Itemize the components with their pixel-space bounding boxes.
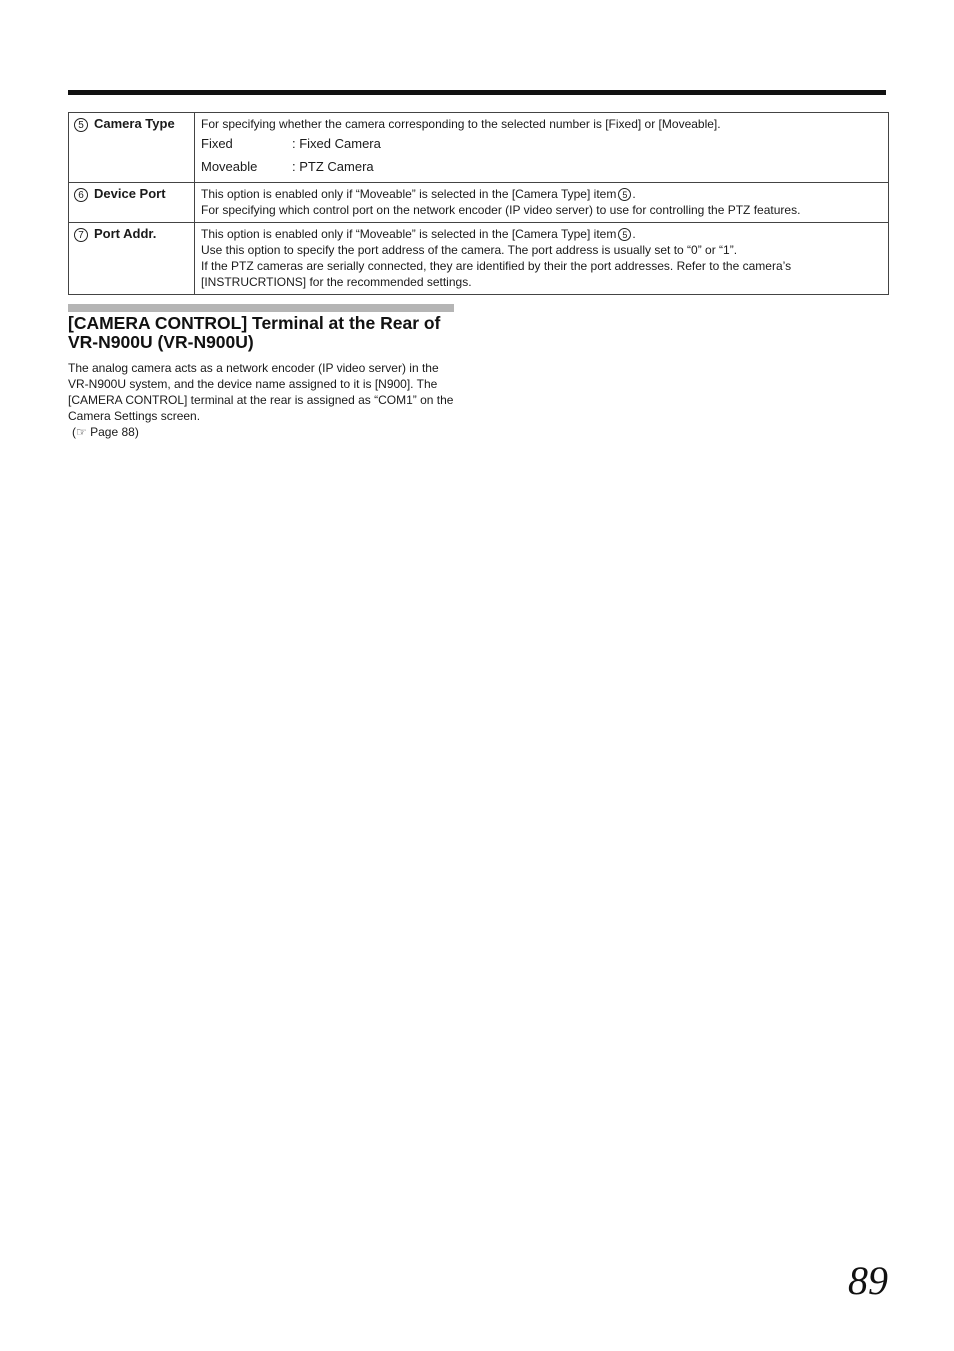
section-body: The analog camera acts as a network encoder (IP video server) in the VR-N900U system, and the device name assigned to it is [N900]. The [CAMERA CONTROL] terminal at the rear is assigned as “COM1” on the Camera Settings screen. <box>68 361 454 423</box>
row-label-text: Camera Type <box>94 116 175 131</box>
settings-table <box>68 112 889 295</box>
row-label-text: Device Port <box>94 186 166 201</box>
row-description <box>195 113 889 183</box>
description-text: This option is enabled only if “Moveable” is selected in the [Camera Type] item <box>201 227 617 241</box>
row-description <box>195 183 889 223</box>
description-line: This option is enabled only if “Moveable” is selected in the [Camera Type] item 5 . <box>201 187 636 201</box>
row-description <box>195 223 889 295</box>
top-rule <box>68 90 886 95</box>
table-row <box>69 113 889 183</box>
page-reference[interactable]: (☞ Page 88) <box>72 425 139 439</box>
description-line: This option is enabled only if “Moveable” is selected in the [Camera Type] item 5 . <box>201 227 636 241</box>
item-number-badge: 5 <box>74 118 88 132</box>
row-label-text: Port Addr. <box>94 226 157 241</box>
description-line: Use this option to specify the port address of the camera. The port address is usually set to “0” or “1”. <box>201 243 738 257</box>
pointing-hand-icon: ☞ <box>76 425 87 439</box>
option-value: : Fixed Camera <box>292 136 381 151</box>
description-text: This option is enabled only if “Moveable” is selected in the [Camera Type] item <box>201 187 617 201</box>
item-number-badge: 6 <box>74 188 88 202</box>
description-line: If the PTZ cameras are serially connected, they are identified by their the port addresses. Refer to the camera’s [INSTRUCRTIONS] for the recommended settings. <box>201 259 792 289</box>
item-reference-badge: 5 <box>618 188 631 201</box>
table-row <box>69 183 889 223</box>
option-name: Fixed <box>201 136 233 151</box>
row-label <box>69 223 195 295</box>
section-header-bar <box>68 304 454 312</box>
page-number: 89 <box>848 1258 888 1303</box>
option-fixed <box>201 132 882 155</box>
table-row <box>69 223 889 295</box>
section-title: [CAMERA CONTROL] Terminal at the Rear of VR-N900U (VR-N900U) <box>68 313 441 352</box>
description-line: For specifying whether the camera corresponding to the selected number is [Fixed] or [Moveable]. <box>201 117 721 131</box>
page-reference-text: Page 88 <box>90 425 135 439</box>
option-name: Moveable <box>201 159 258 174</box>
description-line: For specifying which control port on the network encoder (IP video server) to use for controlling the PTZ features. <box>201 203 801 217</box>
row-label <box>69 183 195 223</box>
option-moveable <box>201 155 882 178</box>
row-label <box>69 113 195 183</box>
option-value: : PTZ Camera <box>292 159 374 174</box>
item-reference-badge: 5 <box>618 228 631 241</box>
item-number-badge: 7 <box>74 228 88 242</box>
